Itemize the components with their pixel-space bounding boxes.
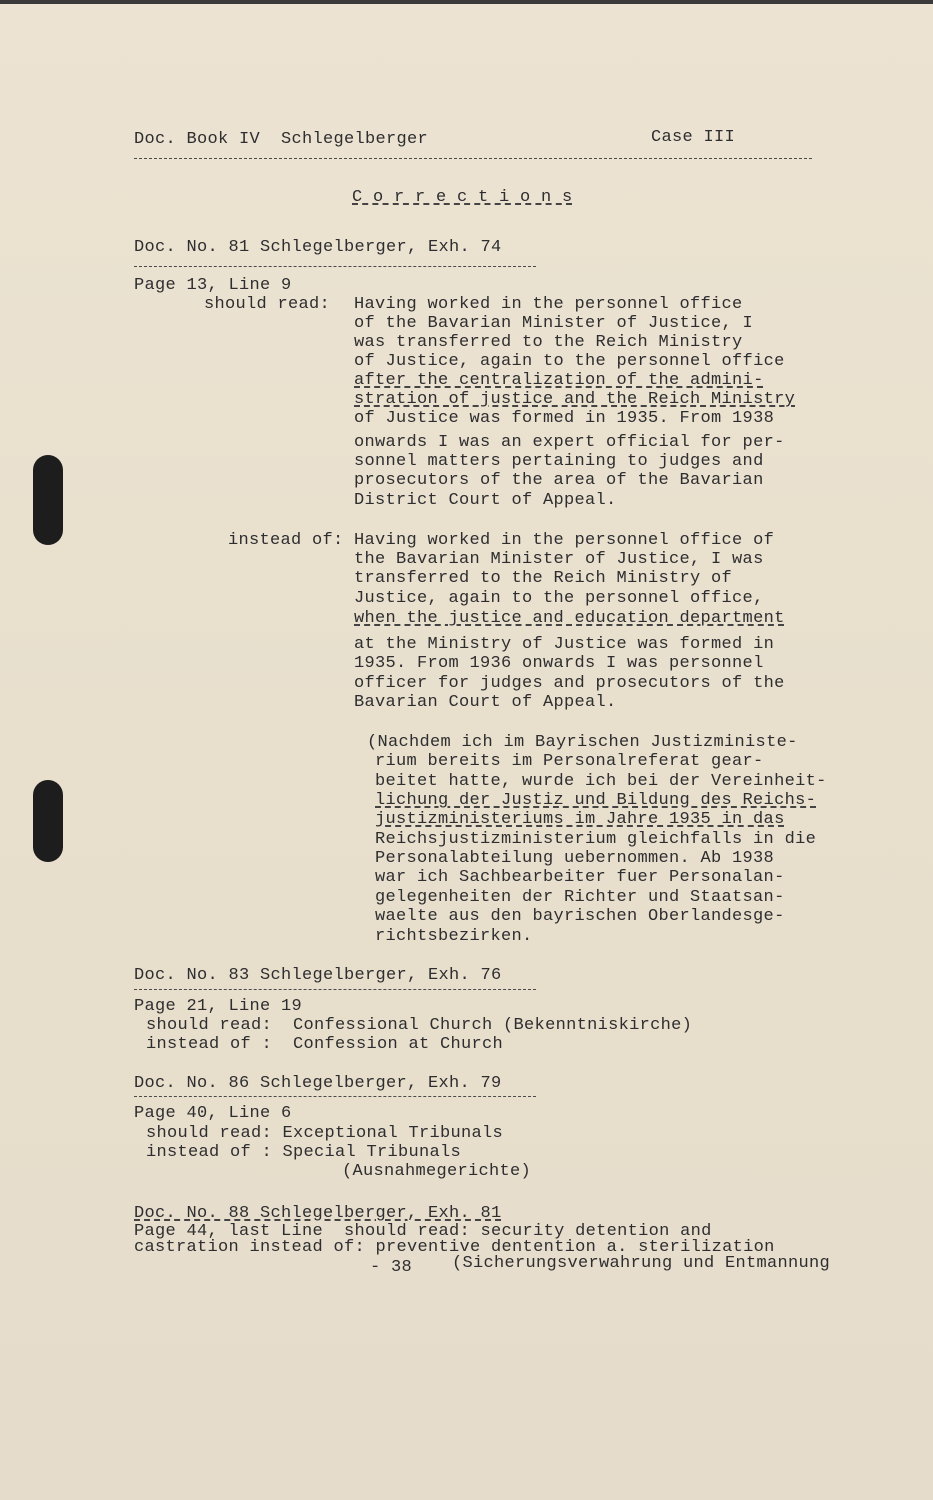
german-original-text: (Nachdem ich im Bayrischen Justizministe- [367, 733, 798, 752]
doc-book-header: Doc. Book IV Schlegelberger [134, 130, 429, 149]
german-original-text: rium bereits im Personalreferat gear- [375, 752, 764, 771]
should-read-label: should read: [204, 295, 331, 314]
should-read-text: was transferred to the Reich Ministry [354, 333, 743, 352]
should-read-text: Having worked in the personnel office [354, 295, 743, 314]
instead-of-text: at the Ministry of Justice was formed in [354, 635, 775, 654]
instead-of-text: instead of : Confession at Church [146, 1035, 504, 1054]
correction-text: castration instead of: preventive dentention a. sterilization [134, 1238, 775, 1257]
german-original-text: Personalabteilung uebernommen. Ab 1938 [375, 849, 775, 868]
page-number: - 38 [370, 1258, 413, 1277]
german-original-text: (Ausnahmegerichte) [342, 1162, 532, 1181]
section-heading-doc-83: Doc. No. 83 Schlegelberger, Exh. 76 [134, 966, 502, 985]
punch-hole-top [33, 455, 63, 545]
german-original-text: beitet hatte, wurde ich bei der Vereinheit- [375, 772, 827, 791]
section-divider-doc-86 [134, 1096, 536, 1097]
instead-of-text: transferred to the Reich Ministry of [354, 569, 733, 588]
case-header: Case III [651, 128, 736, 147]
german-original-text: justizministeriums im Jahre 1935 in das [375, 810, 785, 829]
should-read-text: onwards I was an expert official for per- [354, 433, 785, 452]
german-original-text: Reichsjustizministerium gleichfalls in die [375, 830, 817, 849]
german-original-text: war ich Sachbearbeiter fuer Personalan- [375, 868, 785, 887]
should-read-text: of Justice, again to the personnel office [354, 352, 785, 371]
instead-of-text: instead of : Special Tribunals [146, 1143, 462, 1162]
header-divider [134, 158, 812, 159]
should-read-text: prosecutors of the area of the Bavarian [354, 471, 764, 490]
page-line-ref: Page 21, Line 19 [134, 997, 303, 1016]
correction-text: Page 44, last Line should read: security detention and [134, 1222, 712, 1241]
instead-of-text: 1935. From 1936 onwards I was personnel [354, 654, 764, 673]
should-read-text: after the centralization of the admini- [354, 371, 764, 390]
section-divider-doc-83 [134, 989, 536, 990]
instead-of-text: Bavarian Court of Appeal. [354, 693, 617, 712]
section-divider-doc-81 [134, 266, 536, 267]
section-heading-doc-86: Doc. No. 86 Schlegelberger, Exh. 79 [134, 1074, 502, 1093]
german-original-text: (Sicherungsverwahrung und Entmannung [452, 1254, 831, 1273]
page-line-ref: Page 40, Line 6 [134, 1104, 292, 1123]
section-heading-doc-88: Doc. No. 88 Schlegelberger, Exh. 81 [134, 1204, 502, 1223]
instead-of-text: Justice, again to the personnel office, [354, 589, 764, 608]
instead-of-text: officer for judges and prosecutors of the [354, 674, 785, 693]
german-original-text: lichung der Justiz und Bildung des Reichs- [375, 791, 817, 810]
should-read-text: should read: Exceptional Tribunals [146, 1124, 504, 1143]
instead-of-label: instead of: [228, 531, 344, 550]
page-line-ref: Page 13, Line 9 [134, 276, 292, 295]
page-title: C o r r e c t i o n s [352, 188, 573, 207]
should-read-text: stration of justice and the Reich Ministry [354, 390, 796, 409]
scan-edge [0, 0, 933, 4]
section-heading-doc-81: Doc. No. 81 Schlegelberger, Exh. 74 [134, 238, 502, 257]
german-original-text: gelegenheiten der Richter und Staatsan- [375, 888, 785, 907]
should-read-text: of Justice was formed in 1935. From 1938 [354, 409, 775, 428]
should-read-text: should read: Confessional Church (Bekenntniskirche) [146, 1016, 693, 1035]
instead-of-text: when the justice and education department [354, 609, 785, 628]
should-read-text: District Court of Appeal. [354, 491, 617, 510]
should-read-text: of the Bavarian Minister of Justice, I [354, 314, 754, 333]
instead-of-text: Having worked in the personnel office of [354, 531, 775, 550]
german-original-text: waelte aus den bayrischen Oberlandesge- [375, 907, 785, 926]
should-read-text: sonnel matters pertaining to judges and [354, 452, 764, 471]
german-original-text: richtsbezirken. [375, 927, 533, 946]
punch-hole-bottom [33, 780, 63, 862]
instead-of-text: the Bavarian Minister of Justice, I was [354, 550, 764, 569]
